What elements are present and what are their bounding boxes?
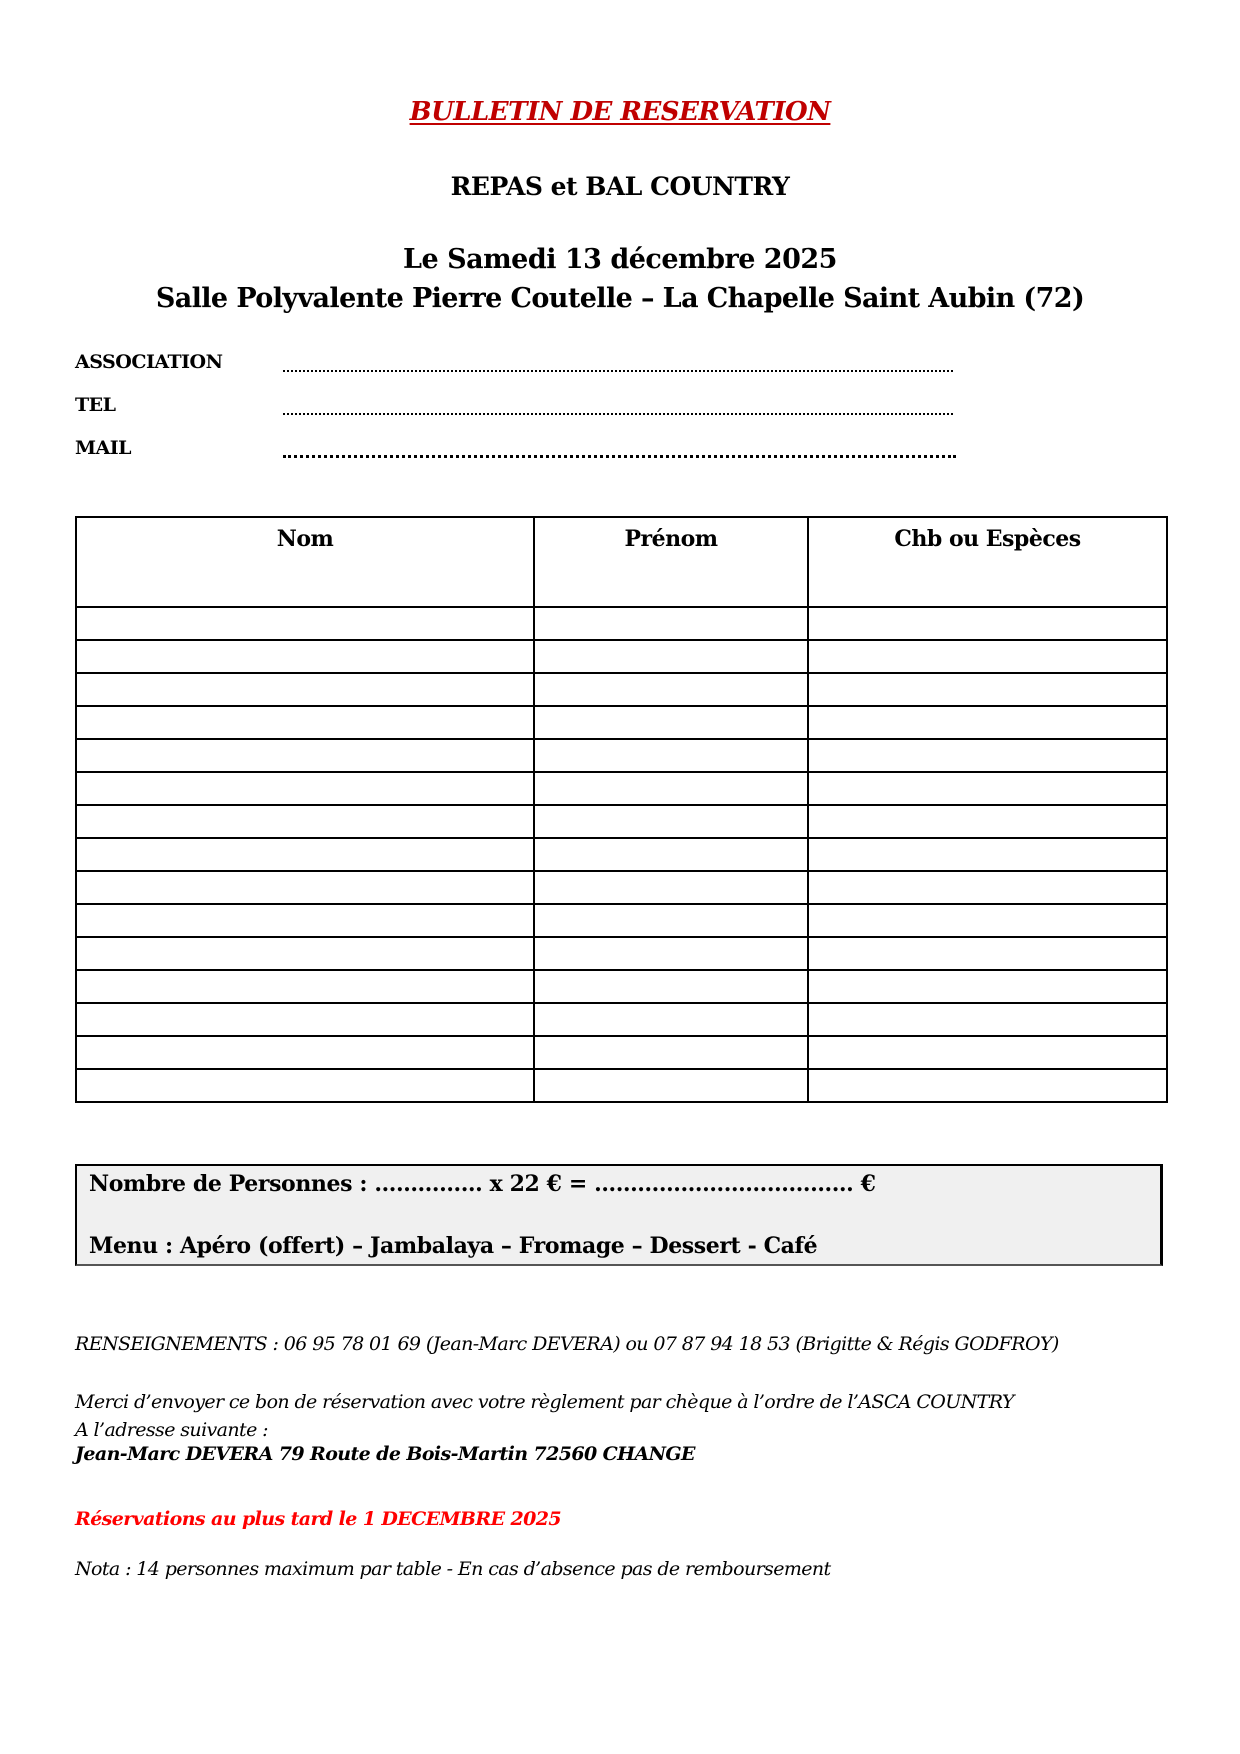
prenom-input[interactable] bbox=[535, 740, 807, 771]
table-cell-nom bbox=[76, 1069, 534, 1102]
deadline-notice: Réservations au plus tard le 1 DECEMBRE 2025 bbox=[75, 1508, 561, 1530]
table-cell-payment bbox=[808, 1036, 1167, 1069]
column-header-payment: Chb ou Espèces bbox=[808, 517, 1167, 607]
table-cell-payment bbox=[808, 904, 1167, 937]
tel-field[interactable] bbox=[283, 411, 953, 415]
table-row bbox=[76, 706, 1167, 739]
table-cell-nom bbox=[76, 937, 534, 970]
payment-input[interactable] bbox=[809, 608, 1166, 639]
nom-input[interactable] bbox=[77, 839, 533, 870]
prenom-input[interactable] bbox=[535, 641, 807, 672]
table-row bbox=[76, 871, 1167, 904]
table-row bbox=[76, 673, 1167, 706]
table-row bbox=[76, 970, 1167, 1003]
nom-input[interactable] bbox=[77, 872, 533, 903]
table-row bbox=[76, 1036, 1167, 1069]
table-cell-prenom bbox=[534, 772, 808, 805]
table-cell-nom bbox=[76, 805, 534, 838]
table-cell-payment bbox=[808, 970, 1167, 1003]
table-cell-prenom bbox=[534, 838, 808, 871]
nom-input[interactable] bbox=[77, 674, 533, 705]
nom-input[interactable] bbox=[77, 707, 533, 738]
table-row bbox=[76, 772, 1167, 805]
table-cell-payment bbox=[808, 706, 1167, 739]
table-cell-nom bbox=[76, 739, 534, 772]
table-row bbox=[76, 640, 1167, 673]
table-cell-prenom bbox=[534, 673, 808, 706]
table-row bbox=[76, 805, 1167, 838]
prenom-input[interactable] bbox=[535, 971, 807, 1002]
table-cell-prenom bbox=[534, 904, 808, 937]
table-cell-prenom bbox=[534, 937, 808, 970]
payment-input[interactable] bbox=[809, 641, 1166, 672]
table-cell-payment bbox=[808, 772, 1167, 805]
nom-input[interactable] bbox=[77, 905, 533, 936]
nom-input[interactable] bbox=[77, 740, 533, 771]
prenom-input[interactable] bbox=[535, 674, 807, 705]
table-cell-nom bbox=[76, 1003, 534, 1036]
event-venue: Salle Polyvalente Pierre Coutelle – La Chapelle Saint Aubin (72) bbox=[155, 283, 1085, 314]
document-title: BULLETIN DE RESERVATION bbox=[409, 97, 831, 127]
table-cell-prenom bbox=[534, 970, 808, 1003]
table-cell-payment bbox=[808, 607, 1167, 640]
payment-input[interactable] bbox=[809, 740, 1166, 771]
nom-input[interactable] bbox=[77, 773, 533, 804]
prenom-input[interactable] bbox=[535, 1004, 807, 1035]
table-cell-prenom bbox=[534, 640, 808, 673]
payment-input[interactable] bbox=[809, 938, 1166, 969]
prenom-input[interactable] bbox=[535, 608, 807, 639]
table-cell-payment bbox=[808, 937, 1167, 970]
table-row bbox=[76, 838, 1167, 871]
tel-label: TEL bbox=[75, 394, 116, 416]
table-header-row bbox=[76, 517, 1167, 607]
nota-text: Nota : 14 personnes maximum par table - En cas d’absence pas de remboursement bbox=[75, 1558, 831, 1580]
table-cell-nom bbox=[76, 640, 534, 673]
table-cell-nom bbox=[76, 970, 534, 1003]
column-header-prenom: Prénom bbox=[534, 517, 808, 607]
payment-input[interactable] bbox=[809, 1070, 1166, 1101]
table-cell-nom bbox=[76, 904, 534, 937]
table-row bbox=[76, 904, 1167, 937]
mail-label: MAIL bbox=[75, 437, 132, 459]
summary-box bbox=[75, 1164, 1163, 1266]
address-intro: A l’adresse suivante : bbox=[75, 1419, 268, 1441]
table-cell-nom bbox=[76, 838, 534, 871]
menu-line: Menu : Apéro (offert) – Jambalaya – Fromage – Dessert - Café bbox=[89, 1233, 818, 1259]
nom-input[interactable] bbox=[77, 971, 533, 1002]
table-cell-nom bbox=[76, 1036, 534, 1069]
payment-input[interactable] bbox=[809, 905, 1166, 936]
association-label: ASSOCIATION bbox=[75, 351, 223, 373]
table-cell-payment bbox=[808, 1003, 1167, 1036]
nom-input[interactable] bbox=[77, 1070, 533, 1101]
association-field[interactable] bbox=[283, 368, 953, 372]
prenom-input[interactable] bbox=[535, 872, 807, 903]
table-cell-payment bbox=[808, 1069, 1167, 1102]
payment-input[interactable] bbox=[809, 971, 1166, 1002]
table-cell-payment bbox=[808, 838, 1167, 871]
payment-input[interactable] bbox=[809, 707, 1166, 738]
table-row bbox=[76, 607, 1167, 640]
persons-total-line[interactable]: Nombre de Personnes : …………… x 22 € = ……………………………… € bbox=[89, 1171, 876, 1197]
send-instruction: Merci d’envoyer ce bon de réservation avec votre règlement par chèque à l’ordre de l’ASCA COUNTRY bbox=[75, 1391, 1014, 1413]
payment-input[interactable] bbox=[809, 806, 1166, 837]
nom-input[interactable] bbox=[77, 608, 533, 639]
prenom-input[interactable] bbox=[535, 773, 807, 804]
payment-input[interactable] bbox=[809, 1037, 1166, 1068]
nom-input[interactable] bbox=[77, 938, 533, 969]
table-body bbox=[76, 607, 1167, 1102]
nom-input[interactable] bbox=[77, 1004, 533, 1035]
prenom-input[interactable] bbox=[535, 1037, 807, 1068]
mailing-address: Jean-Marc DEVERA 79 Route de Bois-Martin 72560 CHANGE bbox=[75, 1443, 695, 1465]
table-cell-nom bbox=[76, 706, 534, 739]
info-contacts: RENSEIGNEMENTS : 06 95 78 01 69 (Jean-Marc DEVERA) ou 07 87 94 18 53 (Brigitte & Régis GODFROY) bbox=[75, 1333, 1059, 1355]
table-cell-nom bbox=[76, 772, 534, 805]
column-header-nom: Nom bbox=[76, 517, 534, 607]
payment-input[interactable] bbox=[809, 1004, 1166, 1035]
nom-input[interactable] bbox=[77, 1037, 533, 1068]
mail-field[interactable] bbox=[283, 453, 956, 458]
prenom-input[interactable] bbox=[535, 1070, 807, 1101]
prenom-input[interactable] bbox=[535, 905, 807, 936]
table-cell-payment bbox=[808, 871, 1167, 904]
nom-input[interactable] bbox=[77, 641, 533, 672]
event-date: Le Samedi 13 décembre 2025 bbox=[403, 244, 837, 275]
prenom-input[interactable] bbox=[535, 938, 807, 969]
table-row bbox=[76, 1069, 1167, 1102]
prenom-input[interactable] bbox=[535, 806, 807, 837]
table-cell-prenom bbox=[534, 739, 808, 772]
payment-input[interactable] bbox=[809, 674, 1166, 705]
table-row bbox=[76, 937, 1167, 970]
event-subtitle: REPAS et BAL COUNTRY bbox=[450, 172, 790, 201]
table-cell-payment bbox=[808, 805, 1167, 838]
table-cell-payment bbox=[808, 673, 1167, 706]
table-cell-prenom bbox=[534, 1036, 808, 1069]
prenom-input[interactable] bbox=[535, 707, 807, 738]
table-cell-prenom bbox=[534, 1003, 808, 1036]
table-cell-nom bbox=[76, 673, 534, 706]
table-cell-nom bbox=[76, 871, 534, 904]
nom-input[interactable] bbox=[77, 806, 533, 837]
table-cell-prenom bbox=[534, 805, 808, 838]
table-cell-nom bbox=[76, 607, 534, 640]
table-cell-payment bbox=[808, 739, 1167, 772]
payment-input[interactable] bbox=[809, 839, 1166, 870]
table-cell-prenom bbox=[534, 871, 808, 904]
prenom-input[interactable] bbox=[535, 839, 807, 870]
payment-input[interactable] bbox=[809, 872, 1166, 903]
reservation-table bbox=[75, 516, 1168, 1103]
table-row bbox=[76, 739, 1167, 772]
table-cell-prenom bbox=[534, 1069, 808, 1102]
table-cell-payment bbox=[808, 640, 1167, 673]
payment-input[interactable] bbox=[809, 773, 1166, 804]
table-cell-prenom bbox=[534, 706, 808, 739]
table-row bbox=[76, 1003, 1167, 1036]
table-cell-prenom bbox=[534, 607, 808, 640]
